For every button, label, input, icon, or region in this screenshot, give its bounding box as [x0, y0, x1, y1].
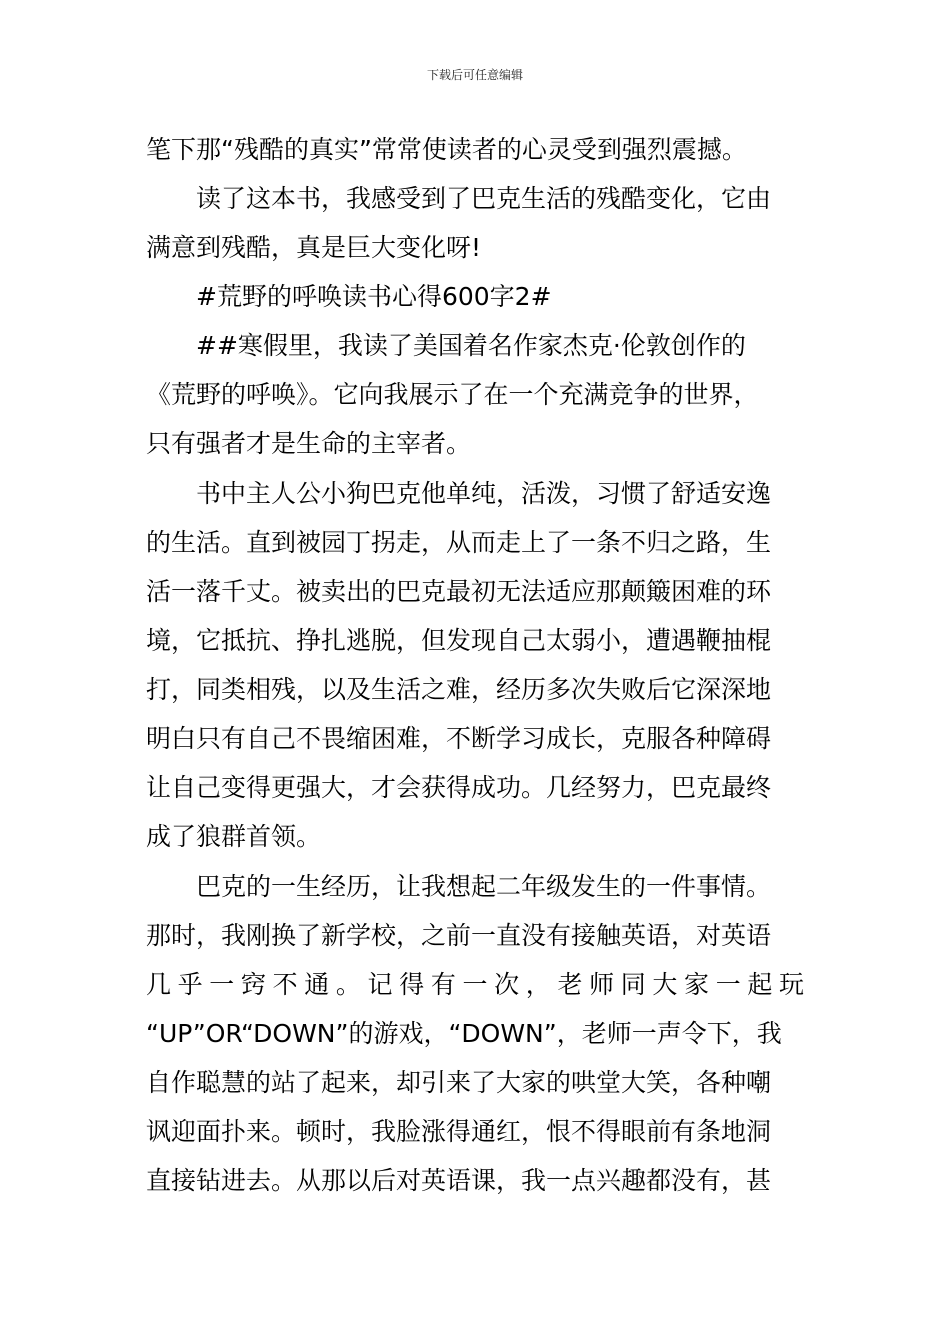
text-line: 讽迎面扑来。顿时，我脸涨得通红，恨不得眼前有条地洞 [146, 1117, 772, 1146]
text-line: 《荒野的呼唤》。它向我展示了在一个充满竞争的世界， [146, 380, 759, 409]
text-line: 活一落千丈。被卖出的巴克最初无法适应那颠簸困难的环 [146, 577, 772, 606]
text-line: 直接钻进去。从那以后对英语课，我一点兴趣都没有，甚 [146, 1166, 772, 1195]
text-line: 读了这本书，我感受到了巴克生活的残酷变化，它由 [196, 184, 772, 213]
text-line: 那时，我刚换了新学校，之前一直没有接触英语，对英语 [146, 921, 772, 950]
text-line: 自作聪慧的站了起来，却引来了大家的哄堂大笑，各种嘲 [146, 1068, 772, 1097]
text-line: 明白只有自己不畏缩困难，不断学习成长，克服各种障碍 [146, 724, 772, 753]
text-line: 让自己变得更强大，才会获得成功。几经努力，巴克最终 [146, 773, 772, 802]
text-line: 笔下那“残酷的真实”常常使读者的心灵受到强烈震撼。 [146, 135, 747, 164]
text-line: 成了狼群首领。 [146, 822, 322, 851]
text-line: 几乎一窍不通。记得有一次，老师同大家一起玩 [146, 970, 804, 999]
text-line: 打，同类相残，以及生活之难，经历多次失败后它深深地 [146, 675, 772, 704]
text-line: ##寒假里，我读了美国着名作家杰克·伦敦创作的 [196, 331, 746, 360]
page-header: 下载后可任意编辑 [426, 68, 523, 82]
text-line: 境，它抵抗、挣扎逃脱，但发现自己太弱小，遭遇鞭抽棍 [146, 626, 772, 655]
text-line: 书中主人公小狗巴克他单纯，活泼，习惯了舒适安逸 [196, 479, 772, 508]
text-line: 的生活。直到被园丁拐走，从而走上了一条不归之路，生 [146, 528, 772, 557]
text-line: 满意到残酷，真是巨大变化呀! [146, 233, 482, 262]
text-line: 只有强者才是生命的主宰者。 [146, 429, 472, 458]
text-line: “UP”OR“DOWN”的游戏，“DOWN”，老师一声令下，我 [146, 1019, 782, 1048]
section-heading: #荒野的呼唤读书心得600字2# [196, 282, 552, 311]
text-line: 巴克的一生经历，让我想起二年级发生的一件事情。 [196, 872, 772, 901]
